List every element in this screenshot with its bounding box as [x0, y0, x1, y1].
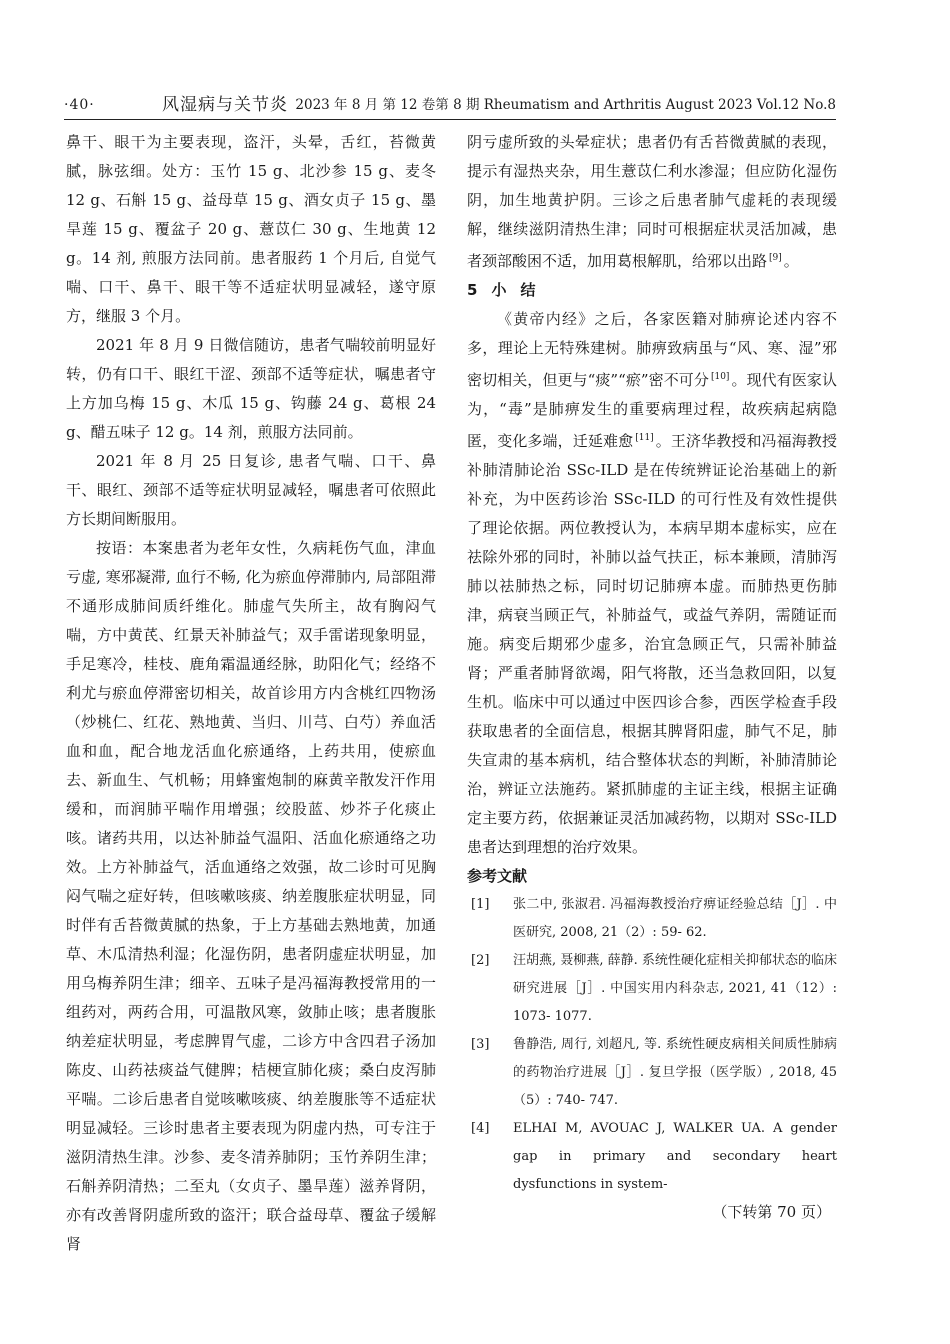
page-number: ·40· — [64, 97, 95, 113]
issue-info: 2023 年 8 月 第 12 卷第 8 期 Rheumatism and Arthritis August 2023 Vol.12 No.8 — [295, 97, 836, 113]
citation-10[interactable]: [10] — [710, 372, 730, 382]
citation-11[interactable]: [11] — [635, 433, 654, 443]
running-header — [64, 90, 836, 120]
header-rule — [64, 119, 836, 120]
case-paragraph: 鼻干、眼干为主要表现，盗汗，头晕，舌红，苔微黄腻，脉弦细。处方：玉竹 15 g、北沙参 15 g、麦冬 12 g、石斛 15 g、益母草 15 g、酒女贞子 15 g、墨旱莲 15 g、覆盆子 20 g、薏苡仁 30 g、生地黄 12 g。14 剂, 煎服方法同前。患者服药 1 个月后, 自觉气喘、口干、鼻干、眼干等不适症状明显减轻，遂守原方，继服 3 个月。 — [66, 133, 436, 325]
right-column — [467, 128, 837, 1225]
journal-title: 风湿病与关节炎 — [162, 95, 288, 115]
reference-item: [2] 汪胡燕, 聂柳燕, 薛静. 系统性硬化症相关抑郁状态的临床研究进展［J］. 中国实用内科杂志, 2021, 41（12）: 1073- 1077. — [471, 953, 837, 1024]
revisit-paragraph: 2021 年 8 月 25 日复诊, 患者气喘、口干、鼻干、眼红、颈部不适等症状明显减轻，嘱患者可依照此方长期间断服用。 — [66, 452, 436, 528]
citation-9[interactable]: [9] — [769, 253, 782, 263]
reference-item: [1] 张二中, 张淑君. 冯福海教授治疗痹证经验总结［J］. 中医研究, 2008, 21（2）: 59- 62. — [471, 897, 837, 940]
references-heading: 参考文献 — [467, 867, 528, 885]
continued-note: （下转第 70 页） — [712, 1203, 831, 1221]
left-column — [66, 128, 436, 1259]
reference-item: [4] ELHAI M, AVOUAC J, WALKER UA. A gender gap in primary and secondary heart dysfunctions in system- — [471, 1121, 837, 1192]
reference-item: [3] 鲁静浩, 周行, 刘超凡, 等. 系统性硬皮病相关间质性肺病的药物治疗进展［J］. 复旦学报（医学版）, 2018, 45（5）: 740- 747. — [471, 1037, 837, 1108]
summary-paragraph: 《黄帝内经》之后，各家医籍对肺痹论述内容不多，理论上无特殊建树。肺痹致病虽与“风、寒、湿”邪密切相关，但更与“痰”“瘀”密不可分 [10] 。现代有医家认为，“毒”是肺痹发生的重要病理过程，故疾病起病隐匿，变化多端，迁延难愈 [11] 。王济华教授和冯福海教授补肺清肺论治 SSc-ILD 是在传统辨证论治基础上的新补充，为中医药诊治 SSc-ILD 的可行性及有效性提供了理论依据。两位教授认为，本病早期本虚标实，应在祛除外邪的同时，补肺以益气扶正，标本兼顾，清肺泻肺以祛肺热之标，同时切记肺痹本虚。而肺热更伤肺津，病衰当顾正气，补肺益气，或益气养阴，需随证而施。病变后期邪少虚多，治宜急顾正气，只需补肺益肾；严重者肺肾欲竭，阳气将散，还当急救回阳，以复生机。临床中可以通过中医四诊合参，西医学检查手段获取患者的全面信息，根据其脾肾阳虚，肺气不足，肺失宣肃的基本病机，结合整体状态的判断，补肺清肺论治，辨证立法施药。紧抓肺虚的主证主线，根据主证确定主要方药，依据兼证灵活加减药物，以期对 SSc-ILD 患者达到理想的治疗效果。 — [467, 310, 837, 856]
commentary-paragraph: 按语：本案患者为老年女性，久病耗伤气血，津血亏虚, 寒邪凝滞, 血行不畅, 化为瘀血停滞肺内, 局部阻滞不通形成肺间质纤维化。肺虚气失所主，故有胸闷气喘，方中黄芪、红景天补肺益气；双手雷诺现象明显，手足寒冷，桂枝、鹿角霜温通经脉，助阳化气；经络不利尤与瘀血停滞密切相关，故首诊用方内含桃红四物汤（炒桃仁、红花、熟地黄、当归、川芎、白芍）养血活血和血，配合地龙活血化瘀通络，上药共用，使瘀血去、新血生、气机畅；用蜂蜜炮制的麻黄辛散发汗作用缓和，而润肺平喘作用增强；绞股蓝、炒芥子化痰止咳。诸药共用，以达补肺益气温阳、活血化瘀通络之功效。上方补肺益气，活血通络之效强，故二诊时可见胸闷气喘之症好转，但咳嗽咳痰、纳差腹胀症状明显，同时伴有舌苔微黄腻的热象，于上方基础去熟地黄，加通草、木瓜清热利湿；化湿伤阴，患者阴虚症状明显，加用乌梅养阴生津；细辛、五味子是冯福海教授常用的一组药对，两药合用，可温散风寒，敛肺止咳；患者腹胀纳差症状明显，考虑脾胃气虚，二诊方中含四君子汤加陈皮、山药祛痰益气健脾；桔梗宣肺化痰；桑白皮泻肺平喘。二诊后患者自觉咳嗽咳痰、纳差腹胀等不适症状明显减轻。三诊时患者主要表现为阴虚内热，可专注于滋阴清热生津。沙参、麦冬清养肺阴；玉竹养阴生津；石斛养阴清热；二至丸（女贞子、墨旱莲）滋养肾阴，亦有改善肾阴虚所致的盗汗；联合益母草、覆盆子缓解肾 — [66, 539, 436, 1253]
followup-paragraph: 2021 年 8 月 9 日微信随访，患者气喘较前明显好转，仍有口干、眼红干涩、颈部不适等症状，嘱患者守上方加乌梅 15 g、木瓜 15 g、钩藤 24 g、葛根 24 g、醋五味子 12 g。14 剂，煎服方法同前。 — [66, 336, 436, 441]
commentary-continued: 阴亏虚所致的头晕症状；患者仍有舌苔微黄腻的表现，提示有湿热夹杂，用生薏苡仁利水渗湿；但应防化湿伤阴，加生地黄护阴。三诊之后患者肺气虚耗的表现缓解，继续滋阴清热生津；同时可根据症状灵活加减，患者颈部酸困不适，加用葛根解肌，给邪以出路 [9] 。 — [467, 133, 837, 270]
section-heading: 5 小结 — [467, 281, 550, 299]
